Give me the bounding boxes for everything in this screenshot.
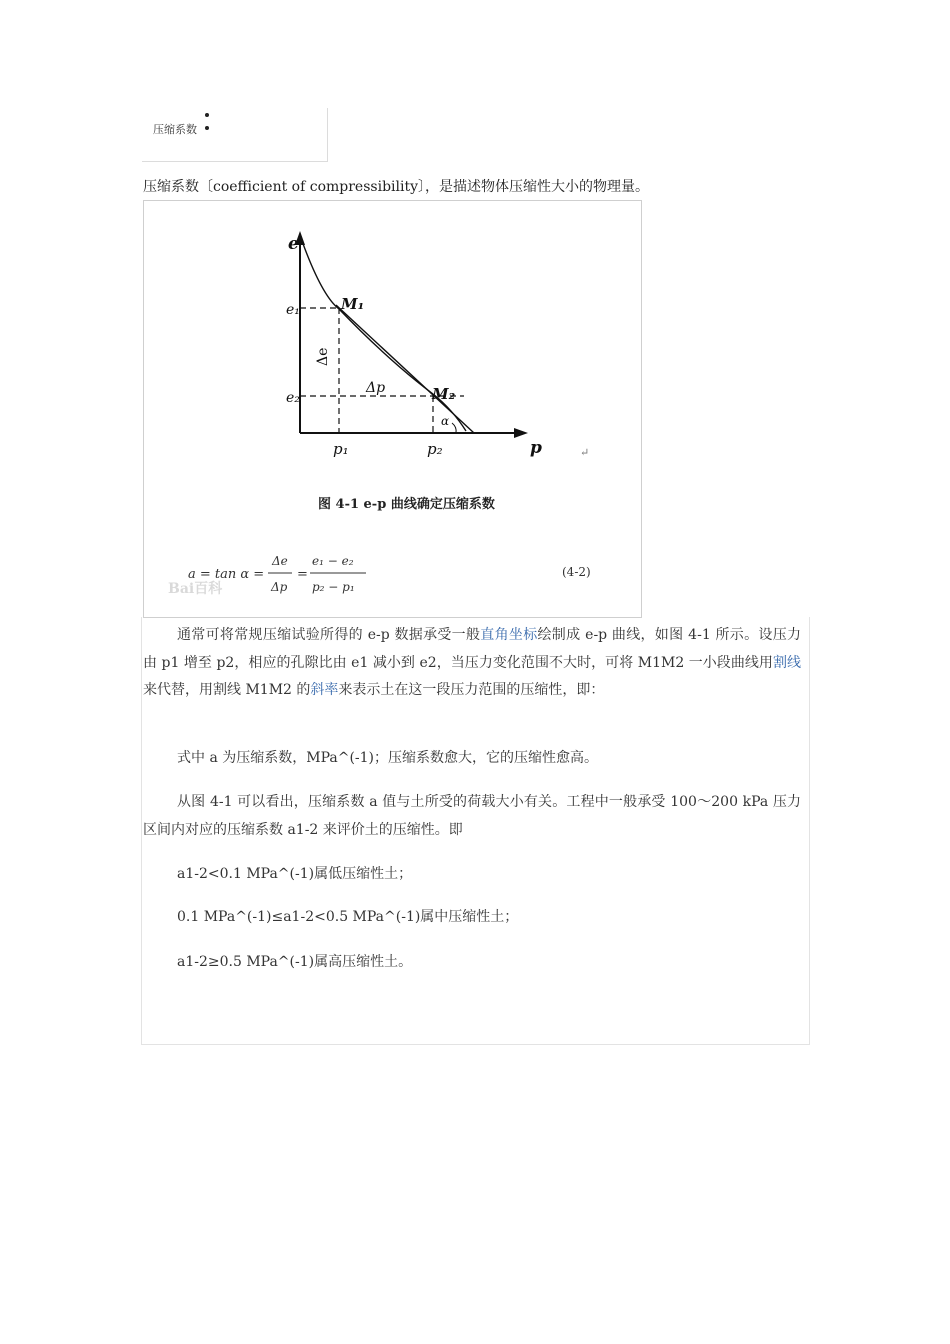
- paragraph-1-text: 来代替，用割线 M1M2 的: [143, 682, 311, 698]
- formula-frac1-den: Δp: [271, 580, 288, 594]
- p2-label: p₂: [427, 440, 443, 458]
- paragraph-1: [143, 622, 801, 705]
- formula-eq: =: [297, 567, 308, 582]
- link-secant[interactable]: 割线: [772, 654, 801, 671]
- alpha-arc: [452, 423, 456, 433]
- e2-label: e₂: [286, 390, 300, 406]
- classification-medium: 0.1 MPa^(-1)≤a1-2<0.5 MPa^(-1)属中压缩性土；: [177, 909, 519, 925]
- figure-image: [143, 200, 642, 618]
- ep-curve-figure: [144, 201, 641, 617]
- figure-caption: 图 4-1 e-p 曲线确定压缩系数: [318, 497, 495, 512]
- paragraph-1-text: 绘制成 e-p 曲线，如图 4-1 所示。设压力由 p1 增至 p2，相应的孔隙比由 e1 减小到 e2，当压力变化范围不大时，可将 M1M2 一小段曲线用: [143, 627, 801, 671]
- formula-lhs: a = tan α =: [188, 567, 265, 582]
- bullet-icon: [205, 126, 209, 130]
- formula-frac2-den: p₂ − p₁: [312, 580, 355, 594]
- p-axis-label: p: [530, 438, 542, 458]
- page-title: 压缩系数: [153, 123, 197, 136]
- paragraph-1-text: 通常可将常规压缩试验所得的 e-p 数据承受一般: [177, 627, 481, 643]
- m1-label: M₁: [341, 295, 365, 313]
- return-mark: ↵: [580, 446, 590, 459]
- bullet-icon: [205, 113, 209, 117]
- delta-p-label: Δp: [366, 380, 386, 396]
- e-axis-label: e: [288, 234, 299, 254]
- classification-low: a1-2<0.1 MPa^(-1)属低压缩性土；: [177, 866, 413, 882]
- formula-number: (4-2): [562, 565, 591, 579]
- p1-label: p₁: [333, 440, 349, 458]
- header-box: [142, 108, 328, 162]
- e1-label: e₁: [286, 302, 300, 318]
- paragraph-3: 从图 4-1 可以看出，压缩系数 a 值与土所受的荷载大小有关。工程中一般承受 100～200 kPa 压力区间内对应的压缩系数 a1-2 来评价土的压缩性。即: [143, 794, 801, 838]
- p-axis-arrow: [514, 428, 528, 438]
- intro-text: 压缩系数〔coefficient of compressibility〕，是描述物体压缩性大小的物理量。: [143, 179, 649, 195]
- watermark-logo: Bai百科: [168, 581, 223, 597]
- paragraph-2: 式中 a 为压缩系数，MPa^(-1)；压缩系数愈大，它的压缩性愈高。: [177, 750, 599, 766]
- m2-label: M₂: [432, 385, 456, 403]
- delta-e-label: Δe: [315, 347, 331, 366]
- link-cartesian-coordinates[interactable]: 直角坐标: [480, 627, 538, 643]
- paragraph-1-text: 来表示土在这一段压力范围的压缩性，即：: [338, 682, 605, 698]
- secant-line: [336, 305, 474, 433]
- alpha-label: α: [441, 414, 450, 428]
- link-slope[interactable]: 斜率: [310, 682, 339, 698]
- formula-frac2-num: e₁ − e₂: [312, 554, 354, 568]
- formula-frac1-num: Δe: [272, 554, 288, 568]
- classification-high: a1-2≥0.5 MPa^(-1)属高压缩性土。: [177, 954, 413, 970]
